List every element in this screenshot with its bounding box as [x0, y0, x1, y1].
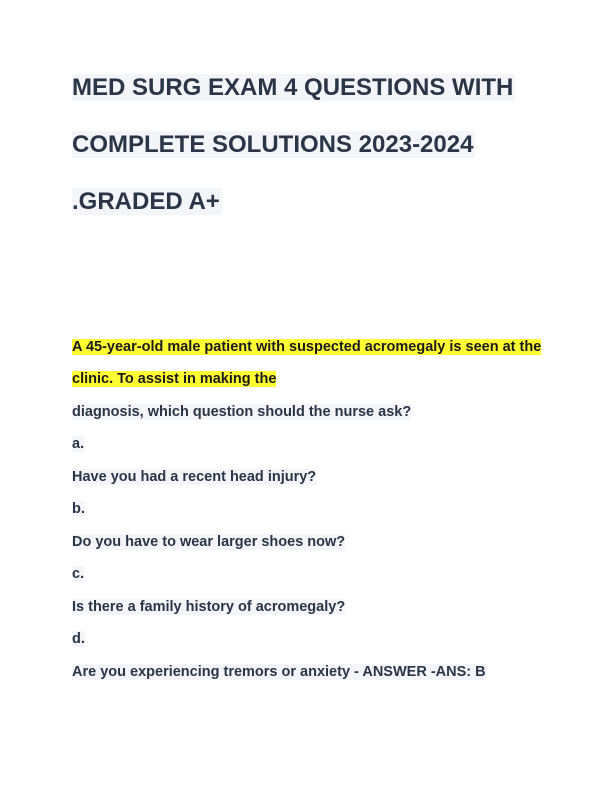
- question-stem-line-2: [72, 370, 276, 388]
- document-title-line-1: [72, 74, 515, 102]
- option-b-text: Do you have to wear larger shoes now?: [72, 534, 346, 550]
- question-stem-line-1: [72, 338, 541, 356]
- option-a-letter: a.: [72, 436, 85, 452]
- option-b-letter: b.: [72, 501, 85, 517]
- document-title-text-3: .GRADED A+: [72, 188, 220, 215]
- option-c-letter: c.: [72, 566, 85, 582]
- question-stem-line-3: [72, 403, 411, 421]
- question-stem-highlight-1: A 45-year-old male patient with suspected acromegaly is seen at the: [72, 339, 542, 355]
- document-title-line-2: [72, 131, 475, 159]
- document-title-text-1: MED SURG EXAM 4 QUESTIONS WITH: [72, 74, 514, 101]
- option-c-text: Is there a family history of acromegaly?: [72, 599, 346, 615]
- question-stem-text: diagnosis, which question should the nurse ask?: [72, 404, 412, 420]
- option-a-text: Have you had a recent head injury?: [72, 469, 317, 485]
- option-d-letter: d.: [72, 631, 85, 647]
- option-d-text: Are you experiencing tremors or anxiety - ANSWER -ANS: B: [72, 664, 486, 680]
- document-title-text-2: COMPLETE SOLUTIONS 2023-2024: [72, 131, 474, 158]
- document-title-line-3: [72, 188, 222, 216]
- question-stem-highlight-2: clinic. To assist in making the: [72, 371, 277, 387]
